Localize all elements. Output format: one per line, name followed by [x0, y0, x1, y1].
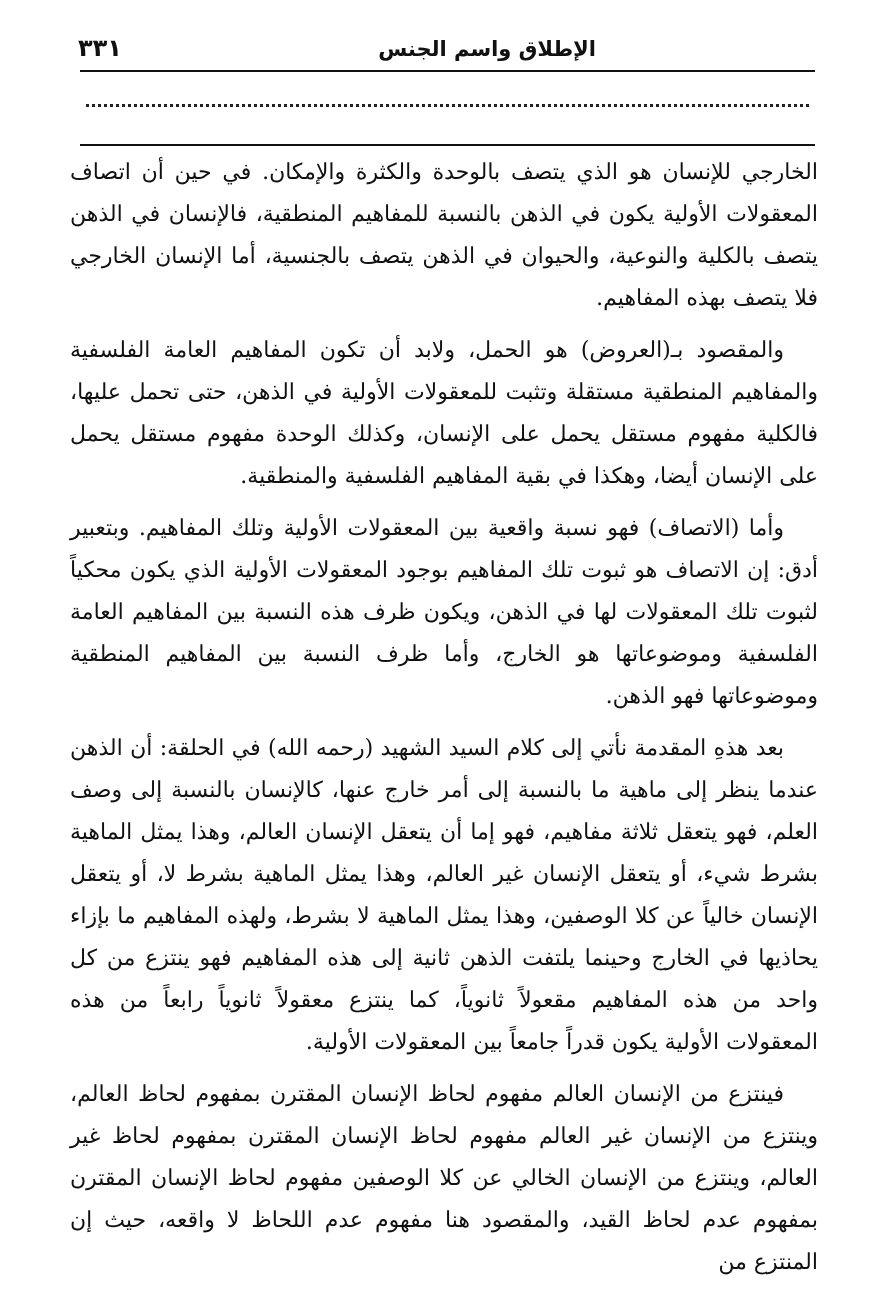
paragraph: وأما (الاتصاف) فهو نسبة واقعية بين المعقولات الأولية وتلك المفاهيم. وبتعبير أدق: إن الاتصاف هو ثبوت تلك المفاهيم بوجود المعقولات الأولية الذي يكون محكياً لثبوت تلك المعقولات لها في الذهن، ويكون ظرف هذه النسبة بين المفاهيم العامة الفلسفية وموضوعاتها هو الخارج، وأما ظرف النسبة بين المفاهيم المنطقية وموضوعاتها فهو الذهن. — [70, 516, 818, 709]
paragraph: فينتزع من الإنسان العالم مفهوم لحاظ الإنسان المقترن بمفهوم لحاظ العالم، وينتزع من الإنسان غير العالم مفهوم لحاظ الإنسان المقترن بمفهوم لحاظ غير العالم، وينتزع من الإنسان الخالي عن كلا الوصفين مفهوم لحاظ الإنسان المقترن بمفهوم عدم لحاظ القيد، والمقصود هنا مفهوم عدم اللحاظ لا واقعه، حيث إن المنتزع من — [70, 1082, 818, 1275]
dotted-separator — [86, 104, 809, 107]
paragraph: الخارجي للإنسان هو الذي يتصف بالوحدة والكثرة والإمكان. في حين أن اتصاف المعقولات الأولية يكون في الذهن بالنسبة للمفاهيم المنطقية، فالإنسان في الذهن يتصف بالكلية والنوعية، والحيوان في الذهن يتصف بالجنسية، أما الإنسان الخارجي فلا يتصف بهذه المفاهيم. — [70, 160, 818, 311]
page-number: ٣٣١ — [78, 34, 122, 62]
header-rule — [80, 70, 815, 72]
paragraph: بعد هذهِ المقدمة نأتي إلى كلام السيد الشهيد (رحمه الله) في الحلقة: أن الذهن عندما ينظر إلى ماهية ما بالنسبة إلى أمر خارج عنها، كالإنسان بالنسبة إلى وصف العلم، فهو يتعقل ثلاثة مفاهيم، فهو إما أن يتعقل الإنسان العالم، وهذا يمثل الماهية بشرط شيء، أو يتعقل الإنسان غير العالم، وهذا يمثل الماهية بشرط لا، أو يتعقل الإنسان خالياً عن كلا الوصفين، وهذا يمثل الماهية لا بشرط، ولهذه المفاهيم ما بإزاء يحاذيها في الخارج وحينما يلتفت الذهن ثانية إلى هذه المفاهيم فهو ينتزع من كل واحد من هذه المفاهيم مقعولاً ثانوياً، كما ينتزع معقولاً ثانوياً رابعاً من هذه المعقولات الأولية يكون قدراً جامعاً بين المعقولات الأولية. — [70, 736, 818, 1055]
paragraph: والمقصود بـ(العروض) هو الحمل، ولابد أن تكون المفاهيم العامة الفلسفية والمفاهيم المنطقية مستقلة وتثبت للمعقولات الأولية في الذهن، حتى تحمل عليها، فالكلية مفهوم مستقل يحمل على الإنسان، وكذلك الوحدة مفهوم مستقل يحمل على الإنسان أيضا، وهكذا في بقية المفاهيم الفلسفية والمنطقية. — [70, 338, 818, 489]
body-text — [70, 152, 818, 1294]
footnote-rule — [80, 144, 815, 146]
page-header — [78, 30, 814, 70]
running-title: الإطلاق واسم الجنس — [378, 37, 596, 61]
